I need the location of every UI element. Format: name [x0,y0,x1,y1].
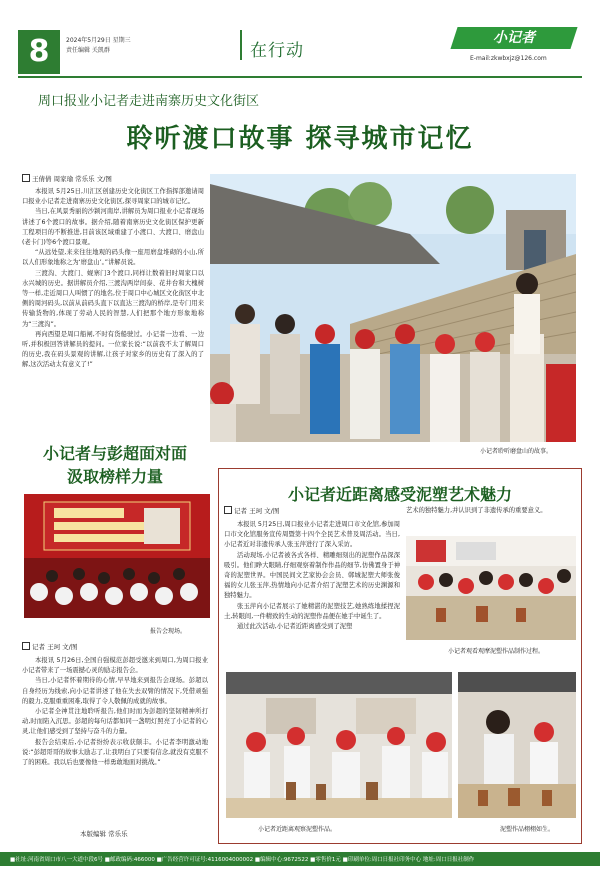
brand-title: 小记者 [493,30,535,46]
clay-detail-illustration [458,672,576,818]
ferry-history-photo [210,174,576,442]
footer-info: ■社址:河南省周口市八一大道中段6号 ■邮政编码:466000 ■广告经营许可证号:4116004000002 ■编辑中心:9672522 ■零售价1元 ■印刷单位:周口日报社印务中心 地址:周口日报社制作 [10,857,475,863]
clay-observe-photo [226,672,452,818]
article2-byline: 记者 王珂 文/图 [22,642,77,651]
article3-byline: 记者 王珂 文/图 [224,506,279,515]
article1-byline: 王倩倩 周家瑜 常乐乐 文/图 [22,174,112,183]
article3-paragraph: 活动现场,小记者被各式各样、精雕细刻出的泥塑作品深深吸引。他们睁大眼睛,仔细观察着制作作品的细节,仿佛置身于神奇的泥塑世界。中国民间文艺家协会会员、郸城泥塑大师张俊福的女儿张玉萍,热情地向小记者介绍了泥塑艺术的历史渊源和独特魅力。 [224,551,400,600]
section-title: 在行动 [250,41,304,61]
article2-title-line2: 汲取榜样力量 [66,467,163,486]
page-editor: 本版编辑 常乐乐 [80,830,128,838]
clay-workshop-illustration [406,536,576,640]
contact-email[interactable]: E-mail:zkwbxjz@126.com [470,55,547,62]
article3-paragraph: 艺术的独特魅力,并认识到了非遗传承的重要意义。 [406,507,547,514]
article2-title [20,442,210,488]
issue-date: 2024年5月29日 星期三 [66,37,131,44]
clay-observe-illustration [226,672,452,818]
byline-box-icon [22,642,30,650]
lecture-photo-caption: 报告会现场。 [150,628,187,635]
ferry-photo-illustration [210,174,576,442]
article3-title: 小记者近距离感受泥塑艺术魅力 [287,485,512,504]
lecture-photo-illustration [24,494,210,618]
article-kicker: 周口报业小记者走进南寨历史文化街区 [38,94,260,109]
article3-paragraph: 本报讯 5月25日,周口报业小记者走进周口市文化馆,参加周口市文化馆服务宣传周暨第十四个全民艺术普及周活动。当日,小记者近对非遗传承人张玉萍进行了深入采访。 [224,521,400,549]
article1-body [22,187,204,371]
byline-box-icon [224,506,232,514]
article2-paragraph: 小记者全神贯注地聆听报告,他们时而为彭超的坚韧精神所打动,时而陷入沉思。彭超的每句话都如同一盏明灯照亮了小记者的心灵,让他们感受到了坚持与奋斗的力量。 [22,708,208,736]
article2-body [22,656,208,768]
issue-dateline [66,36,131,56]
article2-paragraph: 报告会结束后,小记者纷纷表示收获颇丰。小记者李明激动地说:“彭超哥哥的故事太励志了,让我明白了只要有信念,就没有克服不了的困难。我以后也要像他一样勇敢地面对挑战。” [22,738,208,767]
article3-body-right [406,506,576,516]
lecture-photo [24,494,210,618]
clay-workshop-caption: 小记者观看观摩泥塑作品制作过程。 [448,648,545,655]
article1-paragraph: 本报讯 5月25日,川汇区创建历史文化街区工作指挥部邀请周口报业小记者走进南寨历史文化街区,探寻周家口的城市记忆。 [22,188,204,206]
article3-body-left [224,520,400,632]
article1-paragraph: 当日,在风景秀丽的沙颍河南岸,讲解员为周口报业小记者现场讲述了6个渡口的故事。据介绍,随着南寨历史文化街区保护更新工程项目的不断推进,目前该区域重建了小渡口、大渡口、磨盘山(老卡门)等6个渡口景观。 [22,208,204,247]
ferry-photo-caption: 小记者聆听磨盘山的故事。 [480,448,553,455]
issue-editors: 责任编辑 关凯群 [66,47,110,54]
article3-paragraph: 张玉萍向小记者展示了她精湛的泥塑技艺,她熟练地揉捏泥土,转眼间,一件精致的生动的泥塑作品便在她手中诞生了。 [224,602,400,620]
byline-box-icon [22,174,30,182]
article2-title-line1: 小记者与彭超面对面 [42,444,187,463]
clay-observe-caption: 小记者近距离观察泥塑作品。 [258,826,337,833]
clay-detail-caption: 泥塑作品栩栩如生。 [500,826,555,833]
article1-paragraph: 再向西望是周口船闸,不时有货船驶过。小记者一边看、一边听,并积极回答讲解员的提问。一位家长说:“以前我不太了解周口的历史,我在码头景观的讲解,让孩子对家乡的历史有了深入的了解,这次活动太有意义了!” [22,330,204,369]
page-number: 8 [18,30,60,74]
clay-detail-photo [458,672,576,818]
article2-paragraph: 本报讯 5月26日,全国自强模范彭超受邀来到周口,为周口报业小记者带来了一场震撼心灵的励志报告会。 [22,657,208,675]
article1-paragraph: “从远处望,来来往往地观的码头像一座用磨盘堆砌的小山,所以人们形象地称之为‘磨盘山’。”讲解员说。 [22,249,204,267]
main-headline: 聆听渡口故事 探寻城市记忆 [126,124,474,154]
article3-paragraph: 通过此次活动,小记者近距离感受到了泥塑 [237,623,353,631]
article2-paragraph: 当日,小记者怀着期待的心情,早早地来到报告会现场。彭超以自身经历为线索,向小记者讲述了他在失去双臂的情况下,凭借顽强的毅力,克服重重困难,取得了令人敬佩的成就的故事。 [22,677,208,705]
header-rule [18,76,582,78]
article1-paragraph: 三渡沟、大渡门、蚬寨门3个渡口,同样让数着旧时周家口以水兴城的历史。据讲解员介绍,三渡沟两岸间泰、花井台和大槐树等一样,走近周口人叫惯了的地名,位于周口中心城区文化街区中北侧的周河码头,以前从前码头直下以直达三渡沟的桥岸,是专门用来传输货物的,体现了劳动人民的智慧,人们把那个地方形象地称为“三渡沟”。 [22,269,204,328]
clay-workshop-photo [406,536,576,640]
